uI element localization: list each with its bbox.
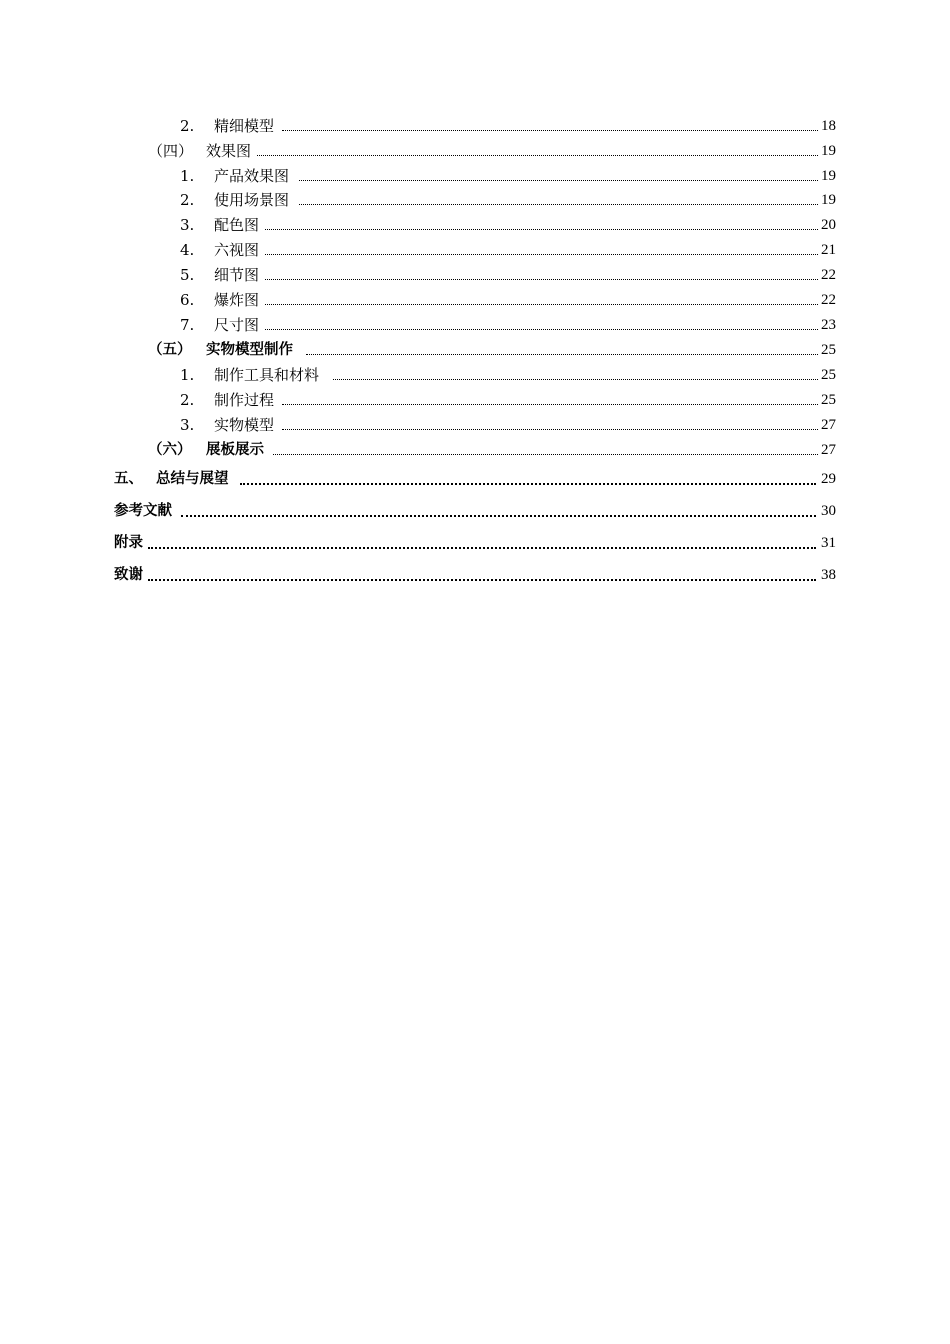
toc-entry-label: 尺寸图 bbox=[214, 316, 260, 334]
toc-entry-page: 27 bbox=[821, 442, 836, 458]
toc-entry-page: 19 bbox=[821, 168, 836, 184]
toc-entry-number: （五） bbox=[148, 342, 192, 358]
toc-entry-number: 6. bbox=[180, 291, 195, 309]
toc-entry-label: 产品效果图 bbox=[214, 167, 290, 185]
toc-entry[interactable] bbox=[0, 364, 950, 386]
toc-entry-label: 细节图 bbox=[214, 266, 260, 284]
toc-entry-label: 参考文献 bbox=[114, 503, 172, 519]
toc-entry[interactable] bbox=[0, 189, 950, 211]
toc-entry-page: 25 bbox=[821, 342, 836, 358]
toc-entry-page: 29 bbox=[821, 471, 836, 487]
toc-leader-dots bbox=[265, 329, 818, 330]
toc-leader-dots bbox=[265, 229, 818, 230]
toc-entry-page: 30 bbox=[821, 503, 836, 519]
toc-entry-page: 22 bbox=[821, 267, 836, 283]
toc-entry[interactable] bbox=[0, 264, 950, 286]
toc-leader-dots bbox=[240, 483, 816, 485]
toc-leader-dots bbox=[265, 279, 818, 280]
toc-entry-number: 7. bbox=[180, 316, 195, 334]
toc-entry-page: 20 bbox=[821, 217, 836, 233]
toc-entry[interactable] bbox=[0, 439, 950, 461]
table-of-contents bbox=[0, 0, 950, 600]
toc-entry-chapter[interactable] bbox=[0, 564, 950, 586]
toc-entry-number: 3. bbox=[180, 416, 195, 434]
toc-entry-label: 实物模型制作 bbox=[206, 342, 293, 358]
toc-entry-number: 2. bbox=[180, 191, 195, 209]
toc-entry-number: 3. bbox=[180, 216, 195, 234]
toc-leader-dots bbox=[265, 304, 818, 305]
toc-leader-dots bbox=[265, 254, 818, 255]
toc-entry[interactable] bbox=[0, 214, 950, 236]
toc-entry-number: 1. bbox=[180, 167, 195, 185]
toc-leader-dots bbox=[282, 130, 818, 131]
toc-leader-dots bbox=[299, 180, 818, 181]
toc-entry-number: 2. bbox=[180, 117, 195, 135]
toc-entry-label: 附录 bbox=[114, 535, 143, 551]
toc-entry-label: 制作工具和材料 bbox=[214, 366, 320, 384]
toc-entry[interactable] bbox=[0, 414, 950, 436]
toc-entry-number: 五、 bbox=[114, 471, 143, 487]
toc-entry[interactable] bbox=[0, 115, 950, 137]
toc-leader-dots bbox=[148, 579, 816, 581]
toc-entry-page: 27 bbox=[821, 417, 836, 433]
toc-entry-page: 21 bbox=[821, 242, 836, 258]
toc-entry-number: 4. bbox=[180, 241, 195, 259]
toc-entry-page: 19 bbox=[821, 143, 836, 159]
toc-entry-label: 配色图 bbox=[214, 216, 260, 234]
toc-entry-page: 18 bbox=[821, 118, 836, 134]
toc-entry-label: 总结与展望 bbox=[156, 471, 229, 487]
toc-entry-page: 25 bbox=[821, 367, 836, 383]
toc-entry-page: 31 bbox=[821, 535, 836, 551]
toc-entry[interactable] bbox=[0, 314, 950, 336]
toc-leader-dots bbox=[333, 379, 818, 380]
toc-entry-number: （六） bbox=[148, 442, 192, 458]
toc-leader-dots bbox=[282, 429, 818, 430]
toc-entry-label: 效果图 bbox=[206, 142, 252, 160]
toc-entry[interactable] bbox=[0, 389, 950, 411]
toc-leader-dots bbox=[257, 155, 818, 156]
toc-entry[interactable] bbox=[0, 239, 950, 261]
toc-entry-number: 5. bbox=[180, 266, 195, 284]
toc-entry-label: 制作过程 bbox=[214, 391, 275, 409]
toc-entry-chapter[interactable] bbox=[0, 468, 950, 490]
toc-entry-label: 展板展示 bbox=[206, 442, 264, 458]
toc-entry-page: 19 bbox=[821, 192, 836, 208]
toc-entry-label: 爆炸图 bbox=[214, 291, 260, 309]
toc-leader-dots bbox=[306, 354, 818, 355]
toc-leader-dots bbox=[299, 204, 818, 205]
toc-entry-chapter[interactable] bbox=[0, 500, 950, 522]
toc-entry-label: 使用场景图 bbox=[214, 191, 290, 209]
toc-entry-label: 精细模型 bbox=[214, 117, 275, 135]
toc-entry[interactable] bbox=[0, 165, 950, 187]
toc-entry[interactable] bbox=[0, 289, 950, 311]
toc-entry-number: 1. bbox=[180, 366, 195, 384]
toc-entry-label: 实物模型 bbox=[214, 416, 275, 434]
toc-entry[interactable] bbox=[0, 339, 950, 361]
toc-entry-number: （四） bbox=[148, 142, 194, 160]
toc-entry-page: 23 bbox=[821, 317, 836, 333]
toc-entry-number: 2. bbox=[180, 391, 195, 409]
toc-entry-page: 25 bbox=[821, 392, 836, 408]
toc-entry-chapter[interactable] bbox=[0, 532, 950, 554]
toc-leader-dots bbox=[181, 515, 816, 517]
toc-leader-dots bbox=[148, 547, 816, 549]
toc-entry-page: 38 bbox=[821, 567, 836, 583]
toc-entry-label: 致谢 bbox=[114, 567, 143, 583]
toc-entry-label: 六视图 bbox=[214, 241, 260, 259]
toc-leader-dots bbox=[282, 404, 818, 405]
toc-entry-page: 22 bbox=[821, 292, 836, 308]
toc-leader-dots bbox=[273, 454, 818, 455]
toc-entry[interactable] bbox=[0, 140, 950, 162]
